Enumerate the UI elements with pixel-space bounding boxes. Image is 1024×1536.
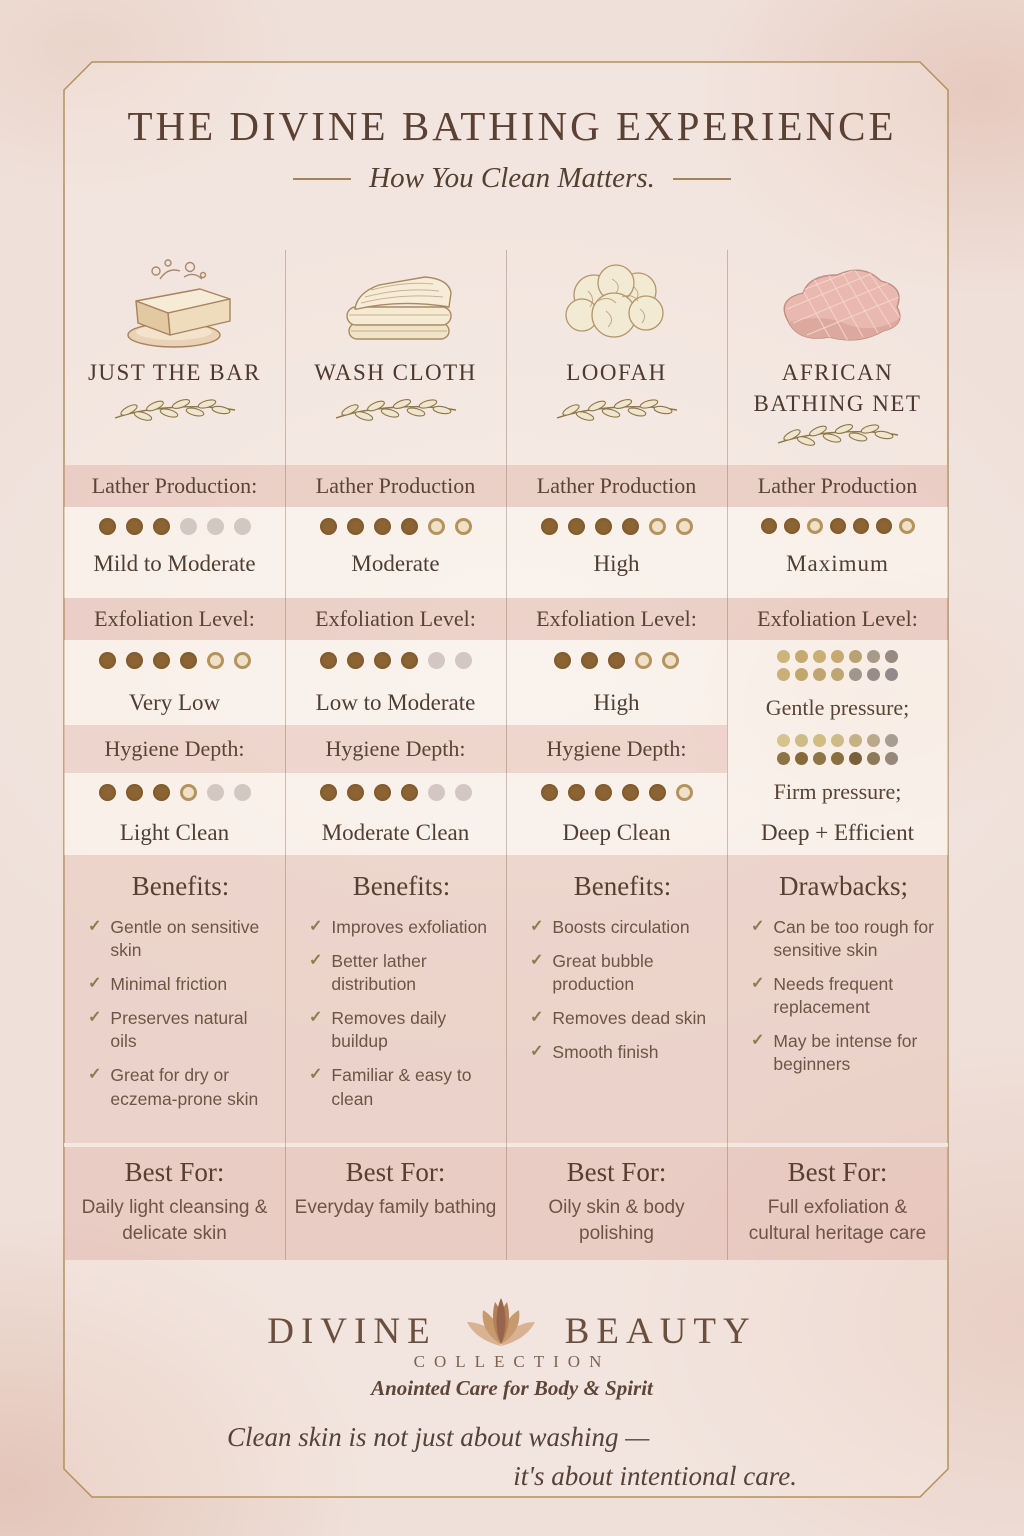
rating-dot-outline (676, 518, 693, 535)
exfoliation-label: Exfoliation Level: (94, 606, 255, 631)
hygiene-label: Hygiene Depth: (64, 725, 285, 773)
list-item-text: Preserves natural oils (110, 1008, 248, 1052)
grid-dot (885, 668, 898, 681)
rating-dot-faded (207, 784, 224, 801)
rating-dot-filled (320, 784, 337, 801)
check-icon: ✓ (530, 1009, 544, 1027)
rating-dot-outline (180, 784, 197, 801)
rating-dot-faded (207, 518, 224, 535)
rating-dot-filled (99, 652, 116, 669)
exfoliation-value: Very Low (128, 689, 221, 715)
dot-grid-row (777, 752, 898, 765)
check-icon: ✓ (309, 918, 323, 935)
wash-cloth-illustration (285, 250, 506, 355)
rating-dot-filled (830, 518, 846, 534)
lather-value: High (593, 551, 640, 576)
rating-dot-filled (126, 784, 143, 801)
column-middle-just-the-bar (64, 640, 285, 855)
list-item (88, 1007, 273, 1053)
laurel-branch-icon (551, 396, 683, 426)
soap-bar-illustration (64, 250, 285, 355)
column-middle-african-bathing-net (727, 640, 948, 855)
check-icon: ✓ (88, 975, 102, 993)
column-middle-wash-cloth (285, 640, 506, 855)
hygiene-rating-dots (320, 773, 472, 811)
benefits-wash-cloth (285, 855, 506, 1143)
best-for-header: Best For: (124, 1157, 225, 1187)
rating-dot-outline (635, 652, 652, 669)
rating-dot-filled (622, 518, 639, 535)
list-item-text: Can be too rough for sensitive skin (773, 917, 934, 961)
list-item-text: Smooth finish (552, 1042, 659, 1063)
dot-grid-row (777, 734, 898, 747)
rating-dot-filled (99, 784, 116, 801)
exfoliation-dot-grid-firm (777, 725, 898, 773)
rating-dot-filled (347, 784, 364, 801)
grid-dot (777, 650, 790, 663)
bathing-net-illustration (727, 250, 948, 355)
grid-dot (813, 752, 826, 765)
rating-dot-outline (662, 652, 679, 669)
grid-dot (777, 734, 790, 747)
grid-dot (795, 650, 808, 663)
rating-dot-filled (126, 652, 143, 669)
hygiene-rating-dots (541, 773, 693, 811)
brand-word-divine: DIVINE (267, 1311, 437, 1352)
rating-dot-filled (320, 652, 337, 669)
hygiene-rating-dots (99, 773, 251, 811)
rating-dot-outline (234, 652, 251, 669)
benefits-list (309, 916, 494, 1111)
product-name: AFRICAN BATHING NET (753, 360, 922, 417)
list-item (530, 1041, 715, 1064)
dot-grid-row (777, 668, 898, 681)
rating-dot-faded (234, 784, 251, 801)
rating-dot-filled (401, 652, 418, 669)
grid-dot (831, 650, 844, 663)
benefits-list (88, 916, 273, 1111)
rating-dot-filled (347, 518, 364, 535)
grid-dot (813, 734, 826, 747)
benefits-list (530, 916, 715, 1064)
rating-dot-outline (649, 518, 666, 535)
hygiene-label: Hygiene Depth: (506, 725, 727, 773)
list-item-text: Improves exfoliation (331, 917, 488, 937)
list-item-text: Removes dead skin (552, 1008, 707, 1029)
rating-dot-faded (234, 518, 251, 535)
gentle-pressure-label: Gentle pressure; (765, 694, 910, 720)
grid-dot (885, 734, 898, 747)
closing-quote (0, 1418, 1024, 1496)
best-for-loofah (506, 1147, 727, 1260)
grid-dot (885, 752, 898, 765)
hygiene-value: Deep + Efficient (760, 820, 915, 845)
rating-dot-filled (347, 652, 364, 669)
product-name: JUST THE BAR (87, 360, 262, 385)
column-divider (727, 250, 728, 1260)
exfoliation-dot-grid-gentle (777, 640, 898, 690)
dot-grid-row (777, 650, 898, 663)
exfoliation-label: Exfoliation Level: (536, 606, 697, 631)
lather-label: Lather Production (757, 473, 918, 498)
rating-dot-filled (153, 518, 170, 535)
brand-logo-row (0, 1296, 1024, 1354)
list-item-text: Familiar & easy to clean (331, 1065, 472, 1109)
drawbacks-african-bathing-net (727, 855, 948, 1143)
grid-dot (795, 734, 808, 747)
quote-line-2: it's about intentional care. (513, 1461, 797, 1492)
check-icon: ✓ (309, 952, 323, 970)
check-icon: ✓ (309, 1066, 323, 1084)
page-title: THE DIVINE BATHING EXPERIENCE (127, 103, 897, 149)
column-name-just-the-bar (64, 355, 285, 465)
rating-dot-filled (99, 518, 116, 535)
list-item (530, 916, 715, 939)
list-item (309, 1064, 494, 1110)
list-item (309, 1007, 494, 1053)
loofah-illustration (506, 250, 727, 355)
rating-dot-filled (568, 784, 585, 801)
exfoliation-label: Exfoliation Level: (757, 606, 918, 631)
rating-dot-filled (541, 784, 558, 801)
hygiene-value: Deep Clean (562, 820, 671, 845)
rating-dot-filled (401, 518, 418, 535)
benefits-header: Benefits: (573, 871, 672, 901)
product-name: LOOFAH (566, 360, 667, 385)
rating-dot-filled (153, 784, 170, 801)
exfoliation-label: Exfoliation Level: (315, 606, 476, 631)
list-item-text: Minimal friction (110, 974, 228, 995)
list-item-text: Boosts circulation (552, 917, 690, 937)
rating-dot-filled (374, 784, 391, 801)
rating-dot-faded (180, 518, 197, 535)
grid-dot (867, 752, 880, 765)
rating-dot-outline (807, 518, 823, 534)
grid-dot (795, 668, 808, 681)
rating-dot-filled (153, 652, 170, 669)
list-item-text: Removes daily buildup (331, 1008, 447, 1052)
exfoliation-rating-dots (320, 640, 472, 680)
grid-dot (849, 650, 862, 663)
rating-dot-filled (374, 518, 391, 535)
rating-dot-filled (649, 784, 666, 801)
check-icon: ✓ (88, 918, 102, 935)
grid-dot (795, 752, 808, 765)
hygiene-value: Moderate Clean (321, 820, 470, 845)
best-for-header: Best For: (566, 1157, 667, 1187)
rating-dot-faded (455, 652, 472, 669)
list-item (751, 916, 936, 962)
lather-rating-dots (285, 507, 506, 545)
rating-dot-outline (899, 518, 915, 534)
best-for-header: Best For: (345, 1157, 446, 1187)
best-for-african-bathing-net (727, 1147, 948, 1260)
rating-dot-filled (374, 652, 391, 669)
rating-dot-filled (595, 784, 612, 801)
product-name: WASH CLOTH (314, 360, 477, 385)
list-item (88, 916, 273, 962)
best-for-value: Full exfoliation & cultural heritage care (748, 1197, 927, 1244)
drawbacks-header: Drawbacks; (779, 871, 908, 901)
best-for-value: Daily light cleansing & delicate skin (81, 1197, 268, 1244)
grid-dot (849, 668, 862, 681)
check-icon: ✓ (309, 1009, 323, 1027)
rating-dot-filled (595, 518, 612, 535)
lather-rating-dots (64, 507, 285, 545)
list-item (751, 973, 936, 1019)
grid-dot (777, 752, 790, 765)
rating-dot-filled (581, 652, 598, 669)
benefits-just-the-bar (64, 855, 285, 1143)
check-icon: ✓ (751, 1032, 765, 1050)
grid-dot (867, 668, 880, 681)
brand-word-beauty: BEAUTY (564, 1311, 757, 1352)
rating-dot-outline (428, 518, 445, 535)
check-icon: ✓ (530, 918, 544, 935)
list-item-text: Better lather distribution (331, 951, 427, 995)
rating-dot-filled (876, 518, 892, 534)
list-item (530, 950, 715, 996)
grid-dot (849, 734, 862, 747)
exfoliation-value: Low to Moderate (315, 689, 476, 715)
list-item-text: Needs frequent replacement (773, 974, 894, 1018)
best-for-value: Everyday family bathing (294, 1197, 497, 1218)
rating-dot-filled (784, 518, 800, 534)
grid-dot (831, 668, 844, 681)
list-item-text: May be intense for beginners (773, 1031, 918, 1075)
list-item (309, 916, 494, 939)
grid-dot (885, 650, 898, 663)
firm-pressure-label: Firm pressure; (773, 779, 902, 804)
rating-dot-filled (320, 518, 337, 535)
column-divider (506, 250, 507, 1260)
benefits-header: Benefits: (352, 871, 451, 901)
hygiene-value: Light Clean (119, 820, 230, 845)
laurel-branch-icon (109, 396, 241, 426)
list-item (309, 950, 494, 996)
list-item (88, 1064, 273, 1110)
column-name-loofah (506, 355, 727, 465)
check-icon: ✓ (751, 918, 765, 935)
check-icon: ✓ (530, 952, 544, 970)
page-subtitle: How You Clean Matters. (369, 162, 655, 194)
list-item (530, 1007, 715, 1030)
lather-value: Moderate (351, 551, 440, 576)
rating-dot-filled (853, 518, 869, 534)
lather-value: Maximum (786, 551, 889, 576)
drawbacks-list (751, 916, 936, 1077)
exfoliation-rating-dots (554, 640, 679, 680)
rating-dot-faded (428, 784, 445, 801)
best-for-header: Best For: (787, 1157, 888, 1187)
list-item-text: Great for dry or eczema-prone skin (110, 1065, 259, 1109)
grid-dot (867, 650, 880, 663)
rating-dot-filled (622, 784, 639, 801)
column-divider (285, 250, 286, 1260)
rating-dot-filled (554, 652, 571, 669)
rating-dot-filled (541, 518, 558, 535)
brand-tagline: Anointed Care for Body & Spirit (371, 1376, 653, 1400)
lather-label: Lather Production: (91, 473, 258, 498)
subtitle-row (0, 162, 1024, 195)
exfoliation-value: High (593, 689, 640, 715)
grid-dot (777, 668, 790, 681)
list-item (751, 1030, 936, 1076)
rating-dot-faded (455, 784, 472, 801)
rating-dot-filled (761, 518, 777, 534)
rating-dot-filled (180, 652, 197, 669)
list-item-text: Gentle on sensitive skin (110, 917, 260, 961)
comparison-table (64, 250, 948, 1260)
laurel-branch-icon (330, 396, 462, 426)
grid-dot (813, 650, 826, 663)
benefits-loofah (506, 855, 727, 1143)
list-item-text: Great bubble production (552, 951, 654, 995)
list-item (88, 973, 273, 996)
lather-label: Lather Production (536, 473, 697, 498)
subtitle-dash-icon (673, 178, 731, 180)
grid-dot (849, 752, 862, 765)
rating-dot-filled (568, 518, 585, 535)
rating-dot-outline (207, 652, 224, 669)
grid-dot (831, 752, 844, 765)
rating-dot-filled (401, 784, 418, 801)
benefits-header: Benefits: (131, 871, 230, 901)
check-icon: ✓ (751, 975, 765, 993)
grid-dot (831, 734, 844, 747)
lather-rating-dots (506, 507, 727, 545)
hygiene-label: Hygiene Depth: (285, 725, 506, 773)
column-name-african-bathing-net (727, 355, 948, 465)
quote-line-1: Clean skin is not just about washing — (227, 1422, 650, 1452)
lather-value: Mild to Moderate (93, 551, 256, 576)
laurel-branch-icon (758, 421, 918, 451)
column-name-wash-cloth (285, 355, 506, 465)
subtitle-dash-icon (293, 178, 351, 180)
rating-dot-outline (676, 784, 693, 801)
rating-dot-outline (455, 518, 472, 535)
check-icon: ✓ (88, 1066, 102, 1084)
brand-collection-label: COLLECTION (413, 1352, 611, 1371)
rating-dot-filled (608, 652, 625, 669)
best-for-just-the-bar (64, 1147, 285, 1260)
exfoliation-rating-dots (99, 640, 251, 680)
check-icon: ✓ (530, 1043, 544, 1061)
grid-dot (867, 734, 880, 747)
rating-dot-filled (126, 518, 143, 535)
check-icon: ✓ (88, 1009, 102, 1027)
column-middle-loofah (506, 640, 727, 855)
grid-dot (813, 668, 826, 681)
best-for-value: Oily skin & body polishing (548, 1197, 685, 1244)
lather-label: Lather Production (315, 473, 476, 498)
lather-rating-dots (727, 507, 948, 545)
best-for-wash-cloth (285, 1147, 506, 1260)
lotus-flower-icon (455, 1296, 547, 1354)
rating-dot-faded (428, 652, 445, 669)
